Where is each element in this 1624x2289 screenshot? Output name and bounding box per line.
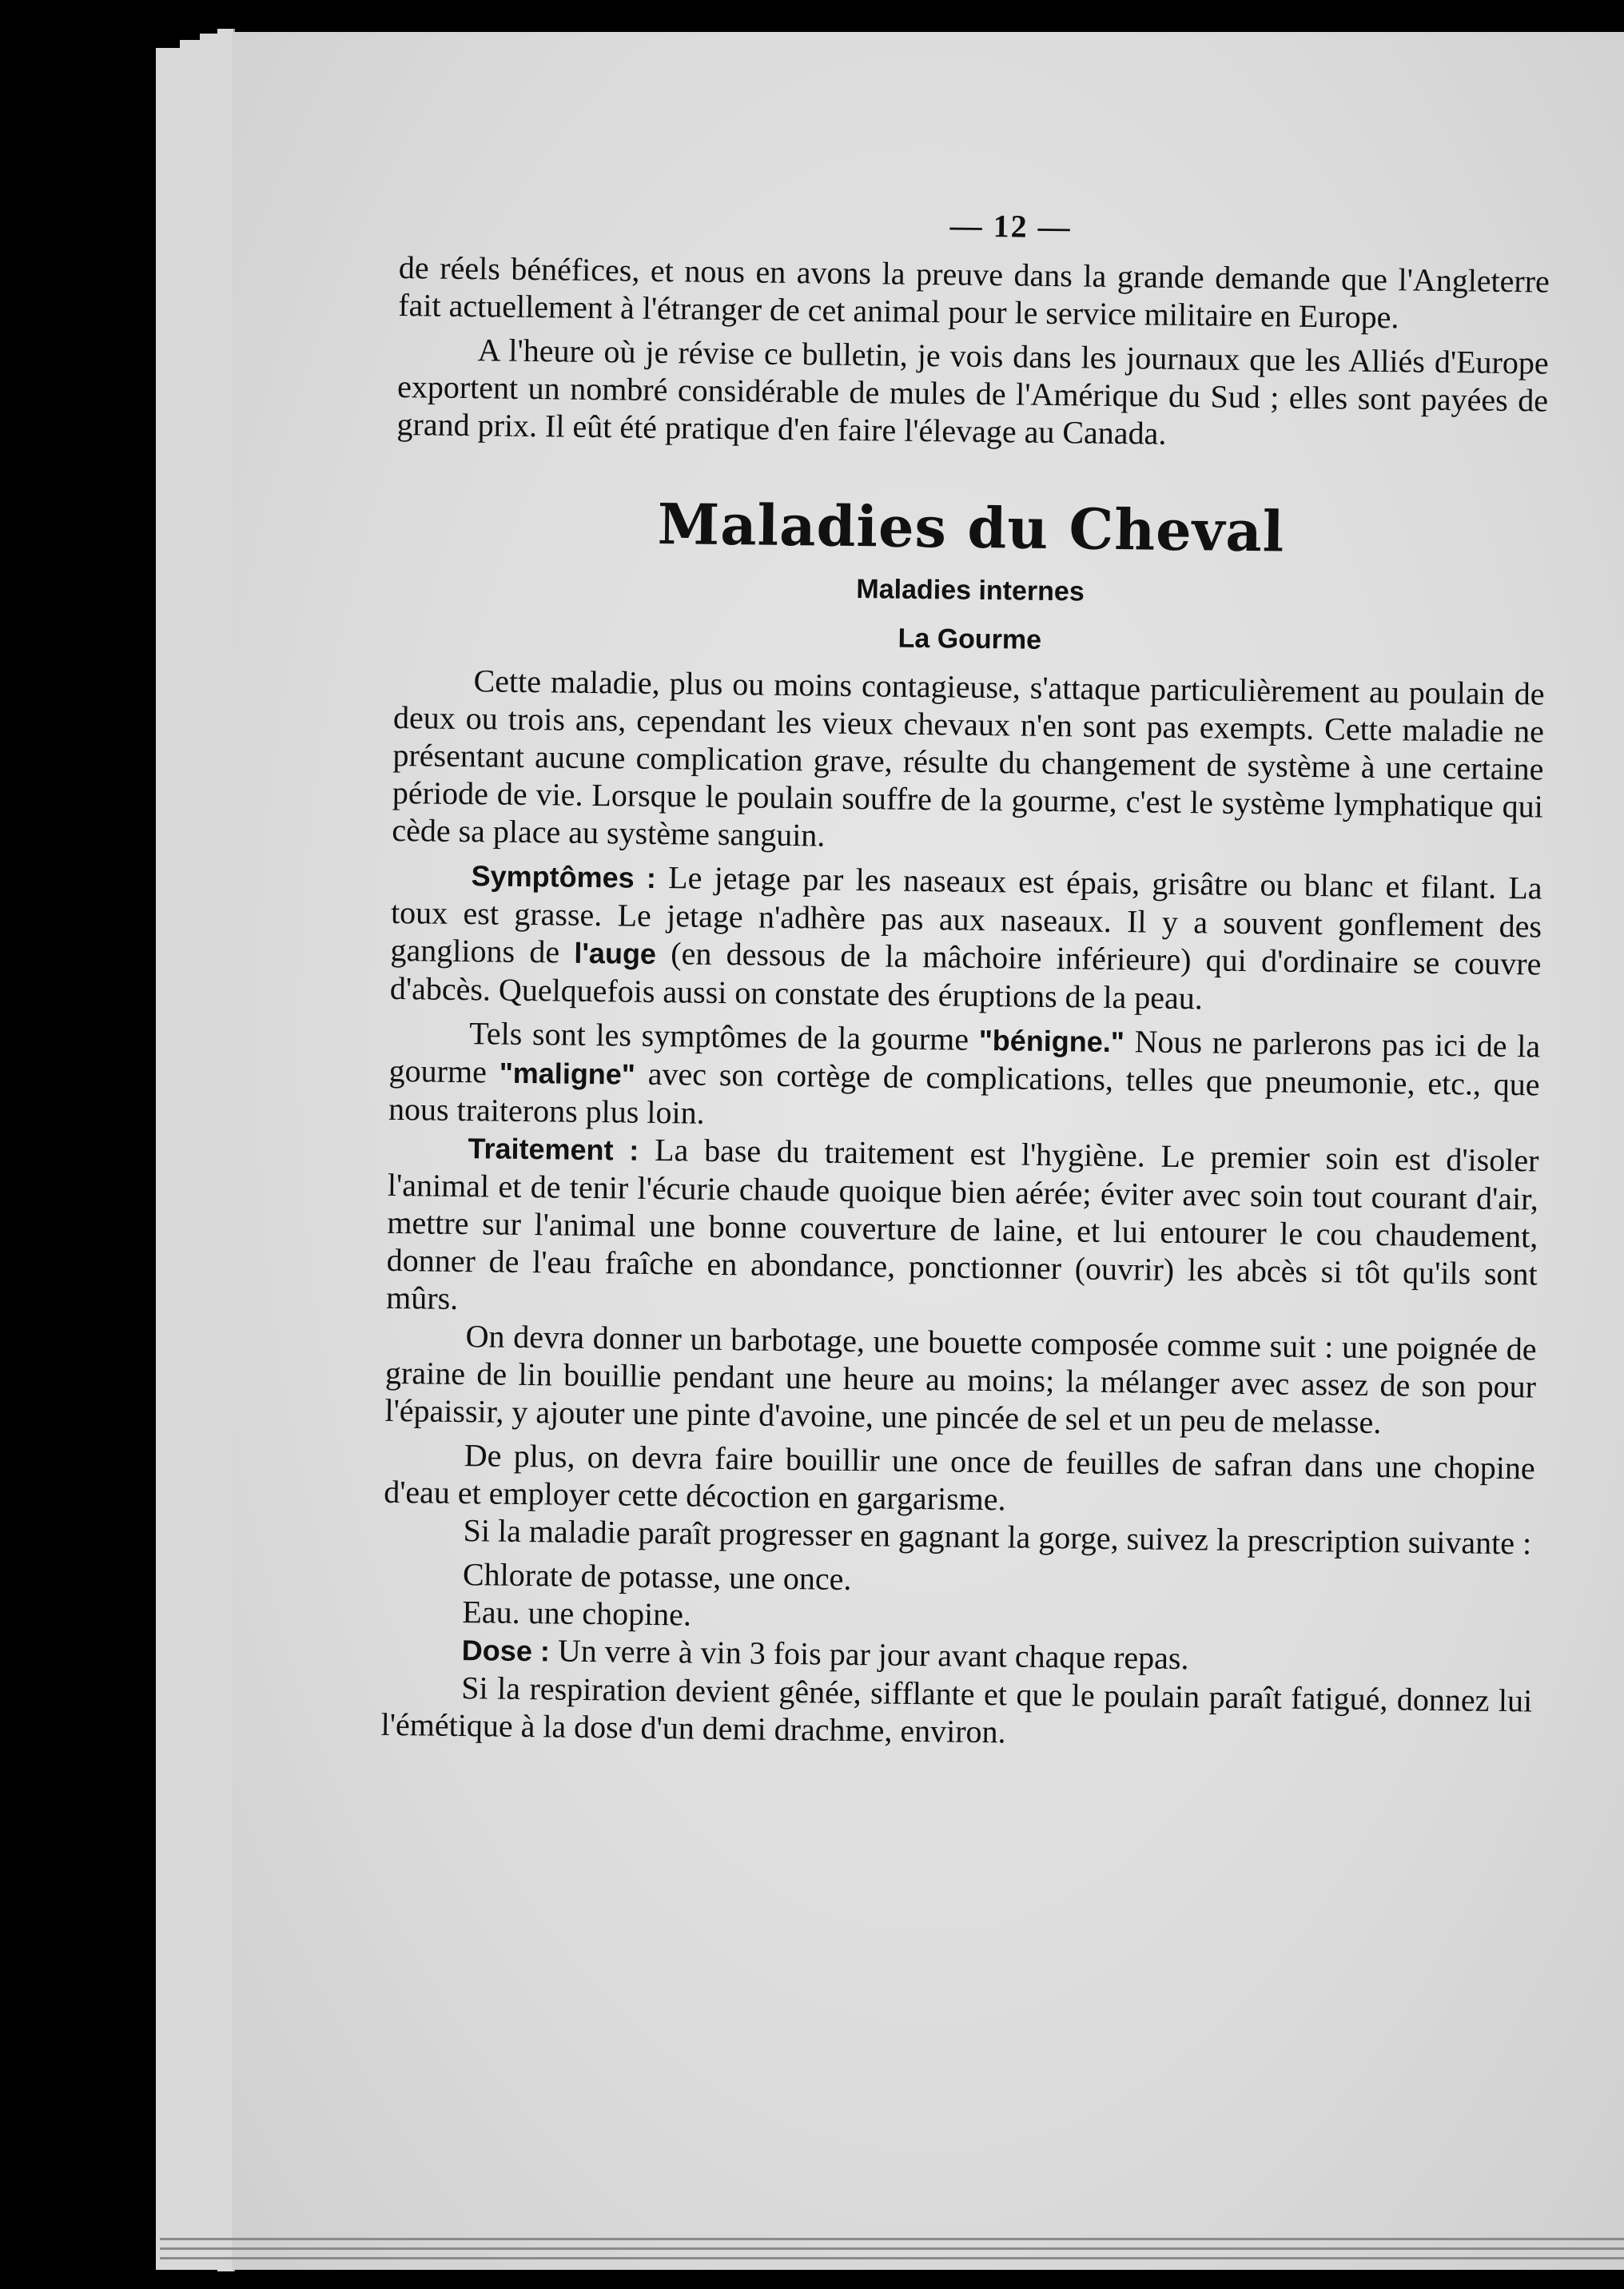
maligne-term: "maligne" <box>499 1056 636 1091</box>
page-number: — 12 — <box>949 207 1072 245</box>
chapter-subtitle: Maladies internes <box>856 574 1085 607</box>
text-column <box>380 200 1550 1757</box>
paragraph-on-devra: On devra donner un barbotage, une bouette composée comme suit : une poignée de graine de lin bouillie pendant une heure au moins; la mélanger avec assez de son pour l'épaissir, y ajouter une pinte d'avoine, une pincée de sel et un peu de melasse. <box>384 1318 1537 1441</box>
paragraph-de-plus: De plus, on devra faire bouillir une once de feuilles de safran dans une chopine d'eau et employer cette décoction en gargarisme. <box>383 1437 1535 1518</box>
paragraph-si-la-maladie: Si la maladie paraît progresser en gagnant la gorge, suivez la prescription suivante : <box>463 1512 1532 1562</box>
benigne-term: "bénigne." <box>978 1023 1125 1059</box>
dose-text: Un verre à vin 3 fois par jour avant chaque repas. <box>557 1632 1189 1677</box>
page-edge-bottom <box>160 2247 1624 2250</box>
page-edge <box>200 34 219 2270</box>
intro-paragraph-2: A l'heure où je révise ce bulletin, je vois dans les journaux que les Alliés d'Europe exportent un nombré considérable de mules de l'Amérique du Sud ; elles sont payées de grand prix. Il eût été pratique d'en faire l'élevage au Canada. <box>396 332 1549 452</box>
page-edge-bottom <box>160 2238 1624 2240</box>
paragraph-final: Si la respiration devient gênée, sifflante et que le poulain paraît fatigué, donnez lui l'émétique à la dose d'un demi drachme, environ. <box>380 1670 1533 1750</box>
page-edge-bottom <box>160 2257 1624 2259</box>
symptomes-text-b: (en dessous de la mâchoire inférieure) qui d'ordinaire se couvre d'abcès. Quelquefois aussi on constate des éruptions de la peau. <box>389 935 1542 1017</box>
prescription-line-2: Eau. une chopine. <box>462 1594 692 1633</box>
section-heading: La Gourme <box>898 623 1042 655</box>
auge-term: l'auge <box>574 936 657 970</box>
intro-paragraph-1: de réels bénéfices, et nous en avons la preuve dans la grande demande que l'Angleterre fait actuellement à l'étranger de cet animal pour le service militaire en Europe. <box>398 249 1550 336</box>
traitement-label: Traitement : <box>468 1132 639 1167</box>
tels-text-c: avec son cortège de complications, telles que pneumonie, etc., que nous traiterons plus loin. <box>388 1055 1540 1131</box>
paragraph-cette-maladie: Cette maladie, plus ou moins contagieuse, s'attaque particulièrement au poulain de deux ou trois ans, cependant les vieux chevaux n'en sont pas exempts. Cette maladie ne présentant aucune complication grave, résulte du changement de système à une certaine période de vie. Lorsque le poulain souffre de la gourme, c'est le système lymphatique qui cède sa place au système sanguin. <box>392 663 1545 854</box>
symptomes-label: Symptômes : <box>471 859 657 894</box>
paragraph-symptomes <box>390 855 1542 1021</box>
chapter-title: Maladies du Cheval <box>657 490 1285 565</box>
prescription-line-1: Chlorate de potasse, une once. <box>462 1556 852 1598</box>
paragraph-tels-sont <box>388 1013 1541 1142</box>
page-edge <box>156 48 181 2270</box>
paragraph-traitement <box>386 1128 1539 1331</box>
page-edge <box>180 40 201 2270</box>
tels-text-a: Tels sont les symptômes de la gourme <box>468 1015 969 1057</box>
symptomes-text-a: Le jetage par les naseaux est épais, grisâtre ou blanc et filant. La toux est grasse. Le jetage n'adhère pas aux naseaux. Il y a souvent gonflement des ganglions de <box>390 859 1542 970</box>
traitement-text: La base du traitement est l'hygiène. Le premier soin est d'isoler l'animal et de tenir l'écurie chaude quoique bien aérée; éviter avec soin tout courant d'air, mettre sur l'animal une bonne couverture de laine, et lui entourer le cou chaudement, donner de l'eau fraîche en abondance, ponctionner (ouvrir) les abcès si tôt qu'ils sont mûrs. <box>385 1131 1539 1316</box>
dose-label: Dose : <box>461 1634 551 1668</box>
tels-text-b: Nous ne parlerons pas ici de la gourme <box>388 1023 1541 1090</box>
